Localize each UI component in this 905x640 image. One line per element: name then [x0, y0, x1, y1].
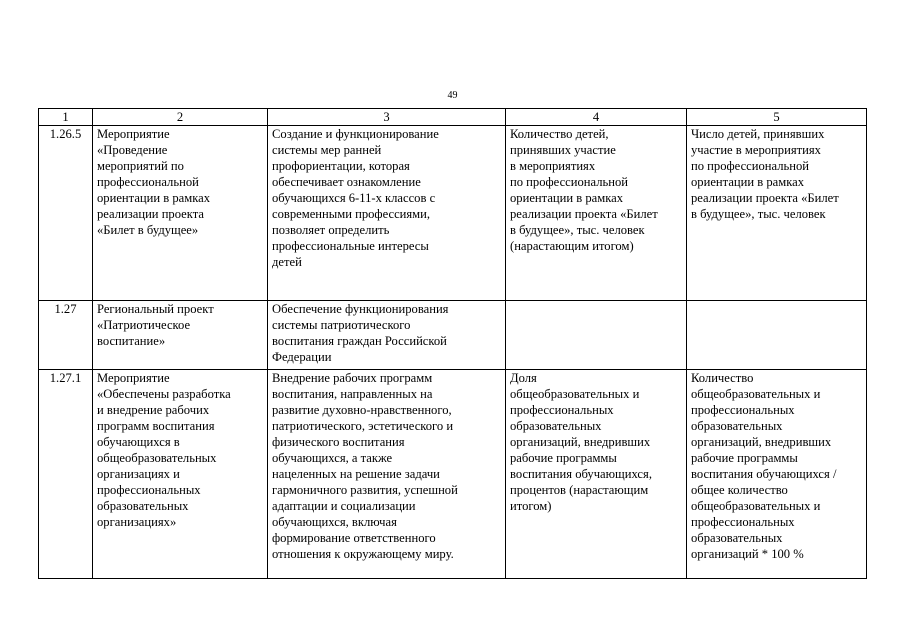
page-number: 49 — [447, 90, 458, 101]
event-cell: Мероприятие «Проведение мероприятий по профессиональной ориентации в рамках реализации проекта «Билет в будущее» — [93, 126, 268, 301]
event-cell: Мероприятие «Обеспечены разработка и внедрение рабочих программ воспитания обучающихся в общеобразовательных организациях и профессиональных образовательных организациях» — [93, 370, 268, 579]
column-header: 4 — [506, 109, 687, 126]
description-cell: Обеспечение функционирования системы патриотического воспитания граждан Российской Федерации — [268, 301, 506, 370]
indicator-cell — [506, 301, 687, 370]
calculation-cell: Число детей, принявших участие в мероприятиях по профессиональной ориентации в рамках реализации проекта «Билет в будущее», тыс. человек — [687, 126, 867, 301]
table-row — [39, 370, 867, 579]
column-header: 1 — [39, 109, 93, 126]
row-number: 1.27 — [39, 301, 93, 370]
indicator-cell: Доля общеобразовательных и профессиональных образовательных организаций, внедривших рабочие программы воспитания обучающихся, процентов (нарастающим итогом) — [506, 370, 687, 579]
indicator-cell: Количество детей, принявших участие в мероприятиях по профессиональной ориентации в рамках реализации проекта «Билет в будущее», тыс. человек (нарастающим итогом) — [506, 126, 687, 301]
description-cell: Внедрение рабочих программ воспитания, направленных на развитие духовно-нравственного, патриотического, эстетического и физического воспитания обучающихся, а также нацеленных на решение задачи гармоничного развития, успешной адаптации и социализации обучающихся, включая формирование ответственного отношения к окружающему миру. — [268, 370, 506, 579]
calculation-cell: Количество общеобразовательных и профессиональных образовательных организаций, внедривших рабочие программы воспитания обучающихся / общее количество общеобразовательных и профессиональных образовательных организаций * 100 % — [687, 370, 867, 579]
column-header: 3 — [268, 109, 506, 126]
event-cell: Региональный проект «Патриотическое воспитание» — [93, 301, 268, 370]
row-number: 1.27.1 — [39, 370, 93, 579]
program-table — [38, 108, 867, 579]
column-header: 5 — [687, 109, 867, 126]
description-cell: Создание и функционирование системы мер ранней профориентации, которая обеспечивает ознакомление обучающихся 6-11-х классов с современными профессиями, позволяет определить профессиональные интересы детей — [268, 126, 506, 301]
column-header: 2 — [93, 109, 268, 126]
table-header-row — [39, 109, 867, 126]
calculation-cell — [687, 301, 867, 370]
row-number: 1.26.5 — [39, 126, 93, 301]
table-row — [39, 126, 867, 301]
table-row — [39, 301, 867, 370]
